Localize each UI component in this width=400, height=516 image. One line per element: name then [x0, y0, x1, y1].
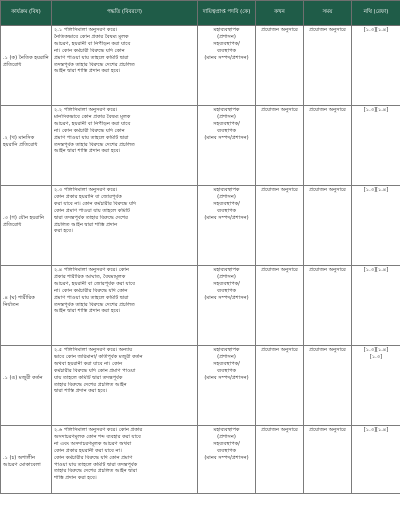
when-cell: প্রয়োজন অনুসারে [256, 106, 304, 186]
responsible-line: (প্রশাসন) [217, 353, 236, 360]
responsible-line: (মানব সম্পদ/প্রশাসন) [204, 54, 249, 61]
responsible-line: সহব্যবস্থাপক/ [213, 360, 240, 367]
responsible-cell [198, 266, 256, 346]
method-line: আচরণ, হয়রানী বা জোরপূর্বক করা যাবে [54, 280, 135, 287]
method-cell [52, 266, 198, 346]
responsible-line: সহব্যবস্থাপক/ [213, 200, 240, 207]
method-line: আইন দ্বারা শাস্তি প্রদান করা হবে। [54, 68, 121, 75]
method-line: শাস্তি প্রদান করা হবে। [54, 475, 97, 482]
responsible-cell [198, 346, 256, 426]
reference-line: [১.৩][১.৪] [363, 267, 389, 273]
table-row [1, 266, 400, 346]
method-line: তাহার বিরুদ্ধে দেশের প্রচলিত আইন [54, 381, 127, 388]
reference-line: [১.৩][১.৪] [363, 27, 389, 33]
activity-label: .৩ (গ) যৌন হয়রানি প্রতিরোধ [3, 215, 45, 228]
table-row [1, 106, 400, 186]
time-cell: প্রয়োজন অনুসারে [304, 186, 352, 266]
responsible-line: (প্রশাসন) [217, 193, 236, 200]
reference-cell [352, 266, 400, 346]
when-cell: প্রয়োজন অনুসারে [256, 426, 304, 494]
method-line: ২.৬ পলিসিমালা অনুসরণ করে। কোন প্রকার [54, 427, 143, 433]
responsible-cell [198, 426, 256, 494]
method-line: অথবা হয়রানী করা যাবে না। কোন [54, 360, 123, 367]
responsible-line: (প্রশাসন) [217, 33, 236, 40]
reference-cell [352, 186, 400, 266]
header-when: কখন [256, 1, 304, 26]
responsible-line: (প্রশাসন) [217, 273, 236, 280]
responsible-line: ব্যবস্থাপক [216, 447, 237, 454]
responsible-line: (মানব সম্পদ/প্রশাসন) [204, 134, 249, 141]
header-responsible: দায়িত্বপ্রাপ্ত পদবি (কে) [198, 1, 256, 26]
header-reference: নথি (রেফা) [352, 1, 400, 26]
responsible-line: (প্রশাসন) [217, 433, 236, 440]
method-line: না। কোন কর্মচারীর বিরুদ্ধে যদি কোন [54, 287, 128, 294]
responsible-line: সহব্যবস্থাপক/ [213, 440, 240, 447]
method-line: তাহার বিরুদ্ধে দেশের প্রচলিত আইন দ্বারা [54, 468, 137, 475]
time-cell: প্রয়োজন অনুসারে [304, 426, 352, 494]
responsible-line: ব্যবস্থাপক [216, 47, 237, 54]
method-line: ভাবে কোন জরিমানা/ কর্তিপূর্বক মজুরী কর্তন [54, 353, 143, 360]
reference-line: [১.৩][১.৪] [363, 347, 389, 353]
method-line: না। কোন কর্মচারী বিরুদ্ধে যদি কোন [54, 47, 125, 54]
activity-cell [1, 106, 52, 186]
method-cell [52, 426, 198, 494]
activity-label: .১ (ঙ) মজুরী কর্তন [3, 375, 43, 381]
activity-label: .১ (চ) অশালীন আচরণ মোকাবেলা [3, 455, 41, 468]
method-line: কোন প্রকার হয়রানি বা জোরপূর্বক [54, 193, 122, 200]
responsible-line: (মানব সম্পদ/প্রশাসন) [204, 374, 249, 381]
reference-cell [352, 106, 400, 186]
responsible-line: মহাব্যবস্থাপক [213, 27, 240, 33]
method-cell [52, 106, 198, 186]
method-line: প্রমাণ পাওয়া যায় তাহলে কমিটি দ্বারা [54, 134, 129, 141]
method-line: ২.৪ পলিসিমালা অনুসরণ করে। কোন [54, 267, 129, 273]
reference-line: [১.৩][১.৪] [363, 187, 389, 193]
method-line: মানসিকভাবে কোন প্রকার বৈষম্য মূলক [54, 113, 131, 120]
method-cell [52, 346, 198, 426]
responsible-line: সহব্যবস্থাপক/ [213, 40, 240, 47]
responsible-line: মহাব্যবস্থাপক [213, 347, 240, 353]
activity-cell [1, 346, 52, 426]
method-line: তদন্তপূর্বক তাহার বিরুদ্ধে দেশের প্রচলিত [54, 141, 135, 148]
method-line: প্রকার শারীরিক আঘাত, বৈষম্যমূলক [54, 273, 126, 280]
activity-cell [1, 266, 52, 346]
responsible-line: মহাব্যবস্থাপক [213, 427, 240, 433]
responsible-cell [198, 186, 256, 266]
responsible-line: মহাব্যবস্থাপক [213, 267, 240, 273]
responsible-cell [198, 26, 256, 106]
responsible-line: মহাব্যবস্থাপক [213, 187, 240, 193]
header-method: পদ্ধতি (বিবরণে) [52, 1, 198, 26]
reference-cell [352, 426, 400, 494]
method-line: প্রমাণ পাওয়া যায় তাহলে কমিটি দ্বারা [54, 54, 129, 61]
method-line: করা যাবে না। কোন কর্মচারীর বিরুদ্ধে যদি [54, 200, 137, 207]
method-line: না এবং অসদাচরণমূলক আচরণ অথবা [54, 440, 132, 447]
method-line: করা হবে। [54, 228, 73, 235]
responsible-line: ব্যবস্থাপক [216, 207, 237, 214]
when-cell: প্রয়োজন অনুসারে [256, 346, 304, 426]
activity-cell [1, 186, 52, 266]
table-row [1, 186, 400, 266]
method-line: তদন্তপূর্বক তাহার বিরুদ্ধে দেশের প্রচলিত [54, 61, 135, 68]
method-line: তদন্তপূর্বক তাহার বিরুদ্ধে দেশের প্রচলিত [54, 301, 135, 308]
method-line: কর্মচারীর বিরুদ্ধে যদি কোন প্রমাণ পাওয়া [54, 367, 136, 374]
when-cell: প্রয়োজন অনুসারে [256, 266, 304, 346]
responsible-cell [198, 106, 256, 186]
method-line: দ্বারা তদন্তপূর্বক তাহার বিরুদ্ধে দেশের [54, 214, 128, 221]
method-line: প্রচলিত আইন দ্বারা শাস্তি প্রদান [54, 221, 118, 228]
method-line: কোন প্রকার হয়রানী করা যাবে না। [54, 447, 122, 454]
responsible-line: সহব্যবস্থাপক/ [213, 120, 240, 127]
method-cell [52, 26, 198, 106]
method-line: কোন প্রমাণ পাওয়া যায় তাহলে কমিটি [54, 207, 130, 214]
time-cell: প্রয়োজন অনুসারে [304, 266, 352, 346]
responsible-line: ব্যবস্থাপক [216, 367, 237, 374]
method-line: ২.৩ পলিসিমালা অনুসরণ করে। [54, 187, 118, 193]
method-line: প্রমাণ পাওয়া যায় তাহলে কমিটি দ্বারা [54, 294, 129, 301]
method-line: নৈতিকভাবে কোন প্রকার বৈষম্য মূলক [54, 33, 129, 40]
time-cell: প্রয়োজন অনুসারে [304, 346, 352, 426]
activity-cell [1, 426, 52, 494]
header-time: সময় [304, 1, 352, 26]
when-cell: প্রয়োজন অনুসারে [256, 186, 304, 266]
activity-label: .৪ (ঘ) শারীরিক নির্যাতন [3, 295, 35, 308]
method-line: কোন কর্মচারীর বিরুদ্ধে যদি কোন প্রমাণ [54, 454, 133, 461]
reference-cell [352, 346, 400, 426]
reference-line: [১.৩][১.৪] [363, 427, 389, 433]
header-activity: কার্যক্রম (বিষ) [1, 1, 52, 26]
header-row [1, 1, 400, 26]
method-line: আচরণ, হয়রানী বা নিপীড়ন করা যাবে [54, 120, 131, 127]
method-line: ২.১ পলিসিমালা অনুসরণ করে। [54, 27, 118, 33]
activity-label: .২ (খ) মানসিক হয়রানি প্রতিরোধ [3, 135, 38, 148]
method-cell [52, 186, 198, 266]
method-line: আচরণ, হয়রানী বা নিপীড়ন করা যাবে [54, 40, 131, 47]
reference-line: [১.৩] [369, 353, 383, 360]
responsible-line: সহব্যবস্থাপক/ [213, 280, 240, 287]
responsible-line: ব্যবস্থাপক [216, 287, 237, 294]
activity-cell [1, 26, 52, 106]
method-line: না। কোন কর্মচারী বিরুদ্ধে যদি কোন [54, 127, 125, 134]
method-line: দ্বারা শাস্তি প্রদান করা হবে। [54, 388, 108, 395]
method-line: পাওয়া যায় তাহলে কমিটি দ্বারা তদন্তপূর্বক [54, 461, 138, 468]
when-cell: প্রয়োজন অনুসারে [256, 26, 304, 106]
time-cell: প্রয়োজন অনুসারে [304, 26, 352, 106]
responsible-line: মহাব্যবস্থাপক [213, 107, 240, 113]
responsible-line: (প্রশাসন) [217, 113, 236, 120]
activity-label: .১ (ক) নৈতিক হয়রানি প্রতিরোধ [3, 55, 49, 68]
method-line: আইন দ্বারা শাস্তি প্রদান করা হবে। [54, 308, 121, 315]
table-row [1, 26, 400, 106]
time-cell: প্রয়োজন অনুসারে [304, 106, 352, 186]
method-line: আইন দ্বারা শাস্তি প্রদান করা হবে। [54, 148, 121, 155]
responsible-line: ব্যবস্থাপক [216, 127, 237, 134]
table-row [1, 346, 400, 426]
responsible-line: (মানব সম্পদ/প্রশাসন) [204, 294, 249, 301]
method-line: ২.৫ পলিসিমালা অনুসরণ করে। অন্যায় [54, 347, 133, 353]
method-line: যায় তাহলে কমিটি দ্বারা তদন্তপূর্বক [54, 374, 123, 381]
reference-line: [১.৩][১.৪] [363, 107, 389, 113]
method-line: ২.২ পলিসিমালা অনুসরণ করে। [54, 107, 118, 113]
responsible-line: (মানব সম্পদ/প্রশাসন) [204, 454, 249, 461]
reference-cell [352, 26, 400, 106]
responsible-line: (মানব সম্পদ/প্রশাসন) [204, 214, 249, 221]
method-line: অসদাচরণমূলক কোন শব্দ ব্যবহার করা যাবে [54, 433, 141, 440]
table-row [1, 426, 400, 494]
